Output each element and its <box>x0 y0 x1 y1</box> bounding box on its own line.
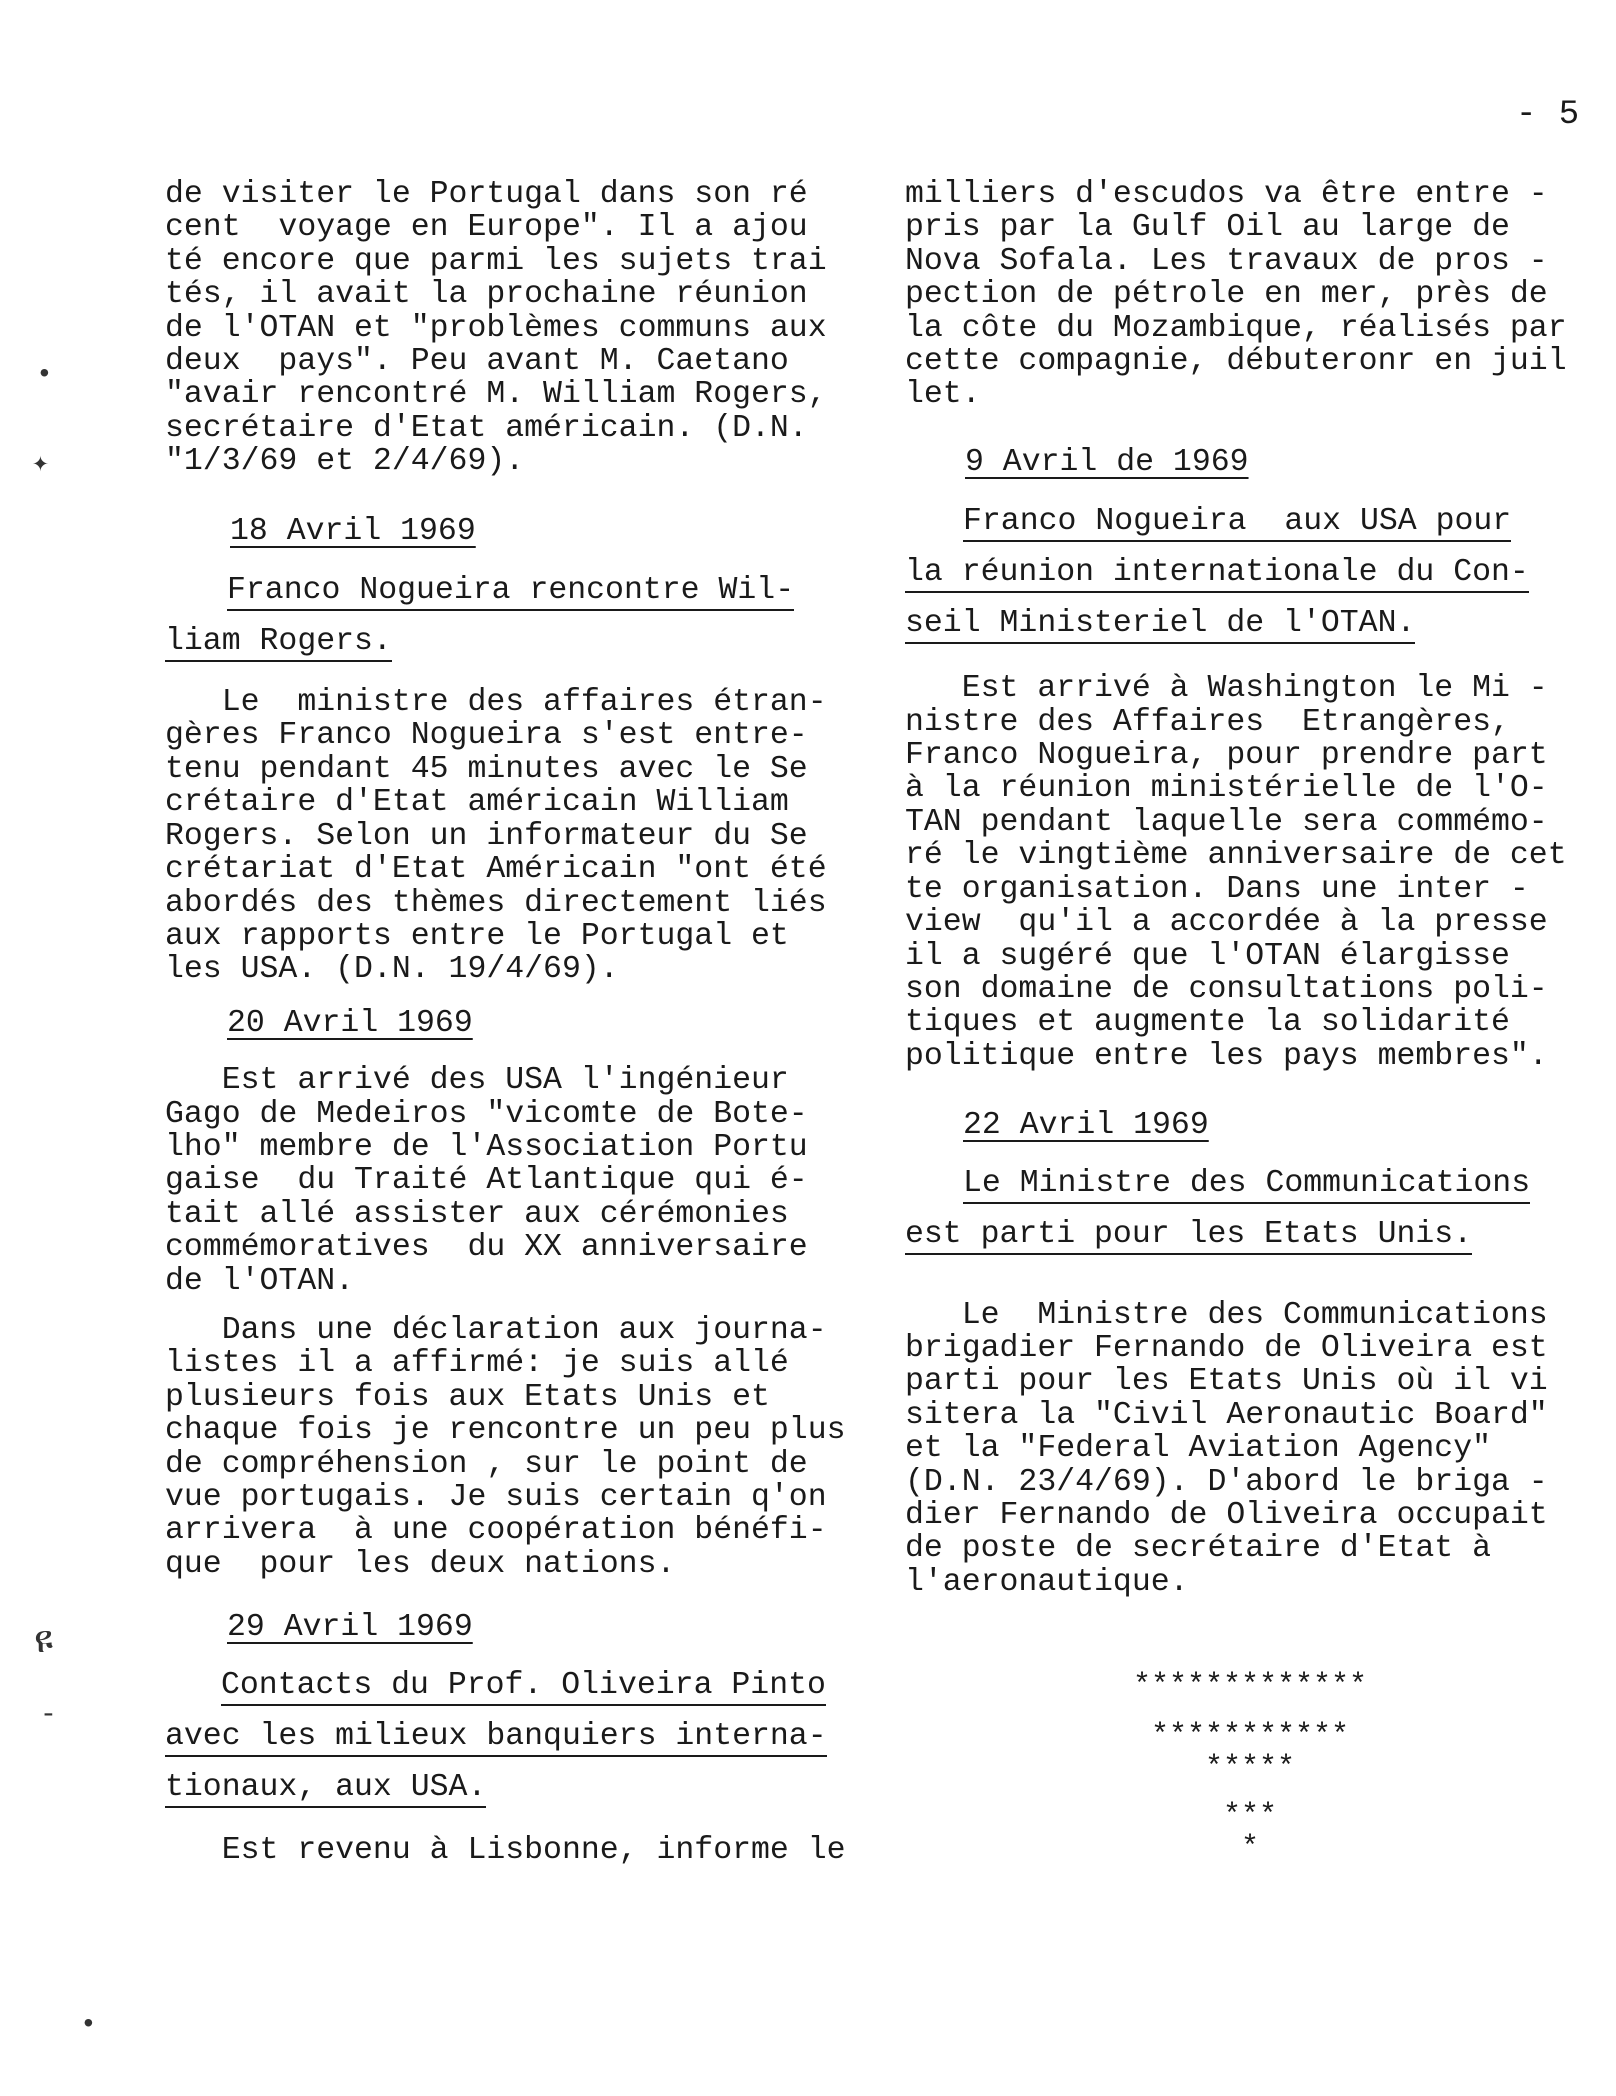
section-date-18-avril: 18 Avril 1969 <box>230 513 476 549</box>
stars-ornament <box>1060 1670 1440 1864</box>
section-title-line: tionaux, aux USA. <box>165 1771 486 1808</box>
section-body-29-avril: Est revenu à Lisbonne, informe le <box>165 1832 846 1868</box>
section-title-line: est parti pour les Etats Unis. <box>905 1218 1472 1255</box>
stars-line: ************* <box>1132 1669 1368 1703</box>
left-column <box>165 178 865 1867</box>
right-column <box>905 178 1605 1599</box>
section-title-line: la réunion internationale du Con- <box>905 556 1529 593</box>
page-number: - 5 <box>1516 96 1581 134</box>
section-body-22-avril: Le Ministre des Communications brigadier Fernando de Oliveira est parti pour les Etats Unis où il vi sitera la "Civil Aeronautic Board" et la "Federal Aviation Agency" (D.N. 23/4/69). D'abord le briga - dier Fernando de Oliveira occupait de poste de secrétaire d'Etat à l'aeronautique. <box>905 1297 1548 1600</box>
scan-speck: • <box>80 2010 97 2041</box>
section-body-20-avril: Est arrivé des USA l'ingénieur Gago de Medeiros "vicomte de Bote- lho" membre de l'Association Portu gaise du Traité Atlantique qui é- tait allé assister aux cérémonies commémoratives du XX anniversaire de l'OTAN. <box>165 1063 808 1299</box>
section-date-29-avril: 29 Avril 1969 <box>227 1610 473 1646</box>
left-intro-paragraph: de visiter le Portugal dans son ré cent voyage en Europe". Il a ajou té encore que parmi les sujets trai tés, il avait la prochaine réunion de l'OTAN et "problèmes communs aux deux pays". Peu avant M. Caetano "avair rencontré M. William Rogers, secrétaire d'Etat américain. (D.N. "1/3/69 et 2/4/69). <box>165 177 827 480</box>
section-title-line: Contacts du Prof. Oliveira Pinto <box>221 1669 826 1706</box>
stars-line: * <box>1240 1831 1259 1865</box>
section-body-20-avril-declaration: Dans une déclaration aux journa- listes il a affirmé: je suis allé plusieurs fois aux Etats Unis et chaque fois je rencontre un peu plus de compréhension , sur le point de vue portugais. Je suis certain q'on arrivera à une coopération bénéfi- que pour les deux nations. <box>165 1312 846 1582</box>
stars-line: ***** <box>1204 1751 1295 1785</box>
scan-speck: ዩ <box>34 1621 54 1664</box>
section-date-9-avril: 9 Avril de 1969 <box>965 444 1249 480</box>
section-title-line: liam Rogers. <box>165 625 392 662</box>
section-title-line: Franco Nogueira rencontre Wil- <box>227 574 794 611</box>
scan-speck: • <box>36 360 53 391</box>
section-title-line: avec les milieux banquiers interna- <box>165 1720 827 1757</box>
section-title-line: seil Ministeriel de l'OTAN. <box>905 607 1415 644</box>
scan-speck: ✦ <box>32 449 49 480</box>
right-intro-paragraph: milliers d'escudos va être entre - pris par la Gulf Oil au large de Nova Sofala. Les travaux de pros - pection de pétrole en mer, près de la côte du Mozambique, réalisés par cette compagnie, débuteronr en juil let. <box>905 177 1567 413</box>
section-title-line: Franco Nogueira aux USA pour <box>963 505 1511 542</box>
stars-line: *** <box>1222 1799 1277 1833</box>
scan-speck: - <box>40 1700 57 1731</box>
section-body-18-avril: Le ministre des affaires étran- gères Franco Nogueira s'est entre- tenu pendant 45 minutes avec le Se crétaire d'Etat américain William Rogers. Selon un informateur du Se crétariat d'Etat Américain "ont été abordés des thèmes directement liés aux rapports entre le Portugal et les USA. (D.N. 19/4/69). <box>165 685 827 988</box>
section-body-9-avril: Est arrivé à Washington le Mi - nistre des Affaires Etrangères, Franco Nogueira, pour prendre part à la réunion ministérielle de l'O- TAN pendant laquelle sera commémo- ré le vingtième anniversaire de cet te organisation. Dans une inter - view qu'il a accordée à la presse il a sugéré que l'OTAN élargisse son domaine de consultations poli- tiques et augmente la solidarité politique entre les pays membres". <box>905 671 1567 1074</box>
section-date-20-avril: 20 Avril 1969 <box>227 1005 473 1041</box>
section-date-22-avril: 22 Avril 1969 <box>963 1108 1209 1144</box>
stars-line: *********** <box>1150 1719 1350 1753</box>
section-title-line: Le Ministre des Communications <box>963 1167 1530 1204</box>
